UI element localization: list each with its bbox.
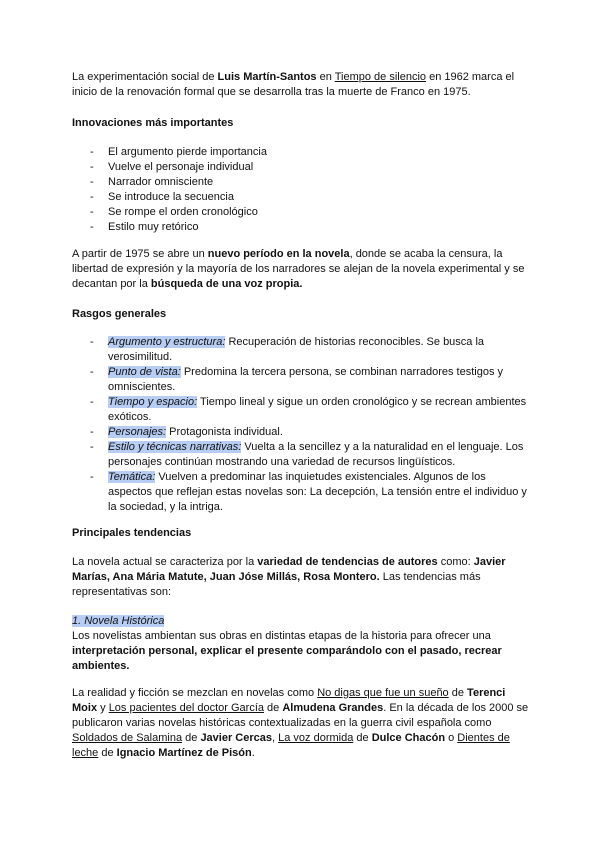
ficcion-text: . <box>251 747 255 759</box>
list-item-text: Estilo muy retórico <box>108 221 199 233</box>
work-title: Dientes de leche <box>72 732 510 759</box>
periodo-bold: nuevo período en la novela <box>207 248 350 260</box>
ficcion-text: de <box>353 732 372 744</box>
list-item <box>72 425 532 440</box>
intro-text: La experimentación social de <box>72 71 218 83</box>
rasgo-label: Personajes: <box>108 426 167 438</box>
work-title: La voz dormida <box>278 732 354 744</box>
ficcion-text: , <box>272 732 279 744</box>
list-item <box>72 160 532 175</box>
work-title: No digas que fue un sueño <box>317 687 449 699</box>
historica-section <box>72 614 532 674</box>
list-item <box>72 205 532 220</box>
ficcion-paragraph <box>72 686 532 761</box>
tendencias-bold: variedad de tendencias de autores <box>257 556 438 568</box>
intro-text: en 1962 marca el inicio de la renovación formal que se desarrolla tras la muerte de Franco en 1975. <box>72 71 515 98</box>
rasgo-text: Recuperación de historias reconocibles. Se busca la verosimilitud. <box>108 336 485 363</box>
list-item-text: Narrador omnisciente <box>108 176 214 188</box>
bullet-dash: - <box>90 161 94 173</box>
list-item-text: El argumento pierde importancia <box>108 146 267 158</box>
intro-paragraph <box>72 70 532 100</box>
author-name: Terenci Moix <box>72 687 506 714</box>
periodo-text: , donde se acaba la censura, la libertad de expresión y la mayoría de los narradores se alejan de la novela experimental y se decantan por la <box>72 248 525 290</box>
list-item <box>72 470 532 515</box>
rasgo-text: Predomina la tercera persona, se combinan narradores testigos y omniscientes. <box>108 366 504 393</box>
bullet-dash: - <box>90 426 94 438</box>
ficcion-text: . En la década de los 2000 se publicaron varias novelas históricas contextualizadas en la guerra civil española como <box>72 702 529 729</box>
ficcion-text: de <box>98 747 117 759</box>
rasgos-heading: Rasgos generales <box>72 308 167 320</box>
rasgo-text: Vuelven a predominar las inquietudes existenciales. Algunos de los aspectos que reflejan estas novelas son: La decepción, La tensión entre el individuo y la sociedad, y la intriga. <box>108 471 527 513</box>
bullet-dash: - <box>90 471 94 483</box>
ficcion-text: de <box>264 702 283 714</box>
tendencias-paragraph <box>72 555 532 600</box>
list-item <box>72 335 532 365</box>
historica-text: Los novelistas ambientan sus obras en distintas etapas de la historia para ofrecer una <box>72 630 491 642</box>
rasgo-text: Tiempo lineal y sigue un orden cronológico y se recrean ambientes exóticos. <box>108 396 527 423</box>
intro-author: Luis Martín-Santos <box>217 71 317 83</box>
periodo-text: A partir de 1975 se abre un <box>72 248 208 260</box>
periodo-bold: búsqueda de una voz propia. <box>150 278 303 290</box>
rasgo-label: Punto de vista: <box>108 366 181 378</box>
intro-work-title: Tiempo de silencio <box>334 71 427 83</box>
rasgo-label: Temática: <box>108 471 156 483</box>
rasgo-text: Protagonista individual. <box>166 426 283 438</box>
bullet-dash: - <box>90 221 94 233</box>
bullet-dash: - <box>90 336 94 348</box>
historica-bold: interpretación personal, explicar el presente comparándolo con el pasado, recrear ambientes. <box>72 645 502 672</box>
rasgo-text: Vuelta a la sencillez y a la naturalidad en el lenguaje. Los personajes continúan mostrando una variedad de recursos lingüísticos. <box>108 441 524 468</box>
historica-heading: 1. Novela Histórica <box>72 615 165 627</box>
bullet-dash: - <box>90 396 94 408</box>
list-item <box>72 175 532 190</box>
work-title: Los pacientes del doctor García <box>108 702 264 714</box>
tendencias-authors: Javier Marías, Ana Mária Matute, Juan Jóse Millás, Rosa Montero. <box>72 556 506 583</box>
ficcion-text: y <box>97 702 109 714</box>
list-item <box>72 145 532 160</box>
list-item-text: Se introduce la secuencia <box>108 191 234 203</box>
list-item <box>72 220 532 235</box>
bullet-dash: - <box>90 176 94 188</box>
rasgo-label: Argumento y estructura: <box>108 336 226 348</box>
innovaciones-list <box>72 145 532 235</box>
ficcion-text: de <box>448 687 468 699</box>
bullet-dash: - <box>90 366 94 378</box>
ficcion-text: La realidad y ficción se mezclan en novelas como <box>72 687 318 699</box>
author-name: Dulce Chacón <box>371 732 446 744</box>
tendencias-heading: Principales tendencias <box>72 527 192 539</box>
intro-text: en <box>316 71 335 83</box>
bullet-dash: - <box>90 441 94 453</box>
bullet-dash: - <box>90 191 94 203</box>
list-item <box>72 365 532 395</box>
rasgo-label: Tiempo y espacio: <box>108 396 198 408</box>
rasgo-label: Estilo y técnicas narrativas: <box>108 441 242 453</box>
list-item <box>72 440 532 470</box>
ficcion-text: o <box>445 732 458 744</box>
work-title: Soldados de Salamina <box>72 732 183 744</box>
list-item <box>72 190 532 205</box>
tendencias-text: La novela actual se caracteriza por la <box>72 556 258 568</box>
bullet-dash: - <box>90 206 94 218</box>
bullet-dash: - <box>90 146 94 158</box>
list-item <box>72 395 532 425</box>
innovaciones-heading: Innovaciones más importantes <box>72 117 234 129</box>
rasgos-list <box>72 335 532 515</box>
author-name: Almudena Grandes <box>282 702 384 714</box>
list-item-text: Vuelve el personaje individual <box>108 161 254 173</box>
tendencias-text: Las tendencias más representativas son: <box>72 571 481 598</box>
tendencias-text: como: <box>437 556 474 568</box>
author-name: Ignacio Martínez de Pisón <box>116 747 252 759</box>
periodo-paragraph <box>72 247 532 292</box>
ficcion-text: de <box>182 732 201 744</box>
list-item-text: Se rompe el orden cronológico <box>108 206 258 218</box>
author-name: Javier Cercas <box>200 732 272 744</box>
